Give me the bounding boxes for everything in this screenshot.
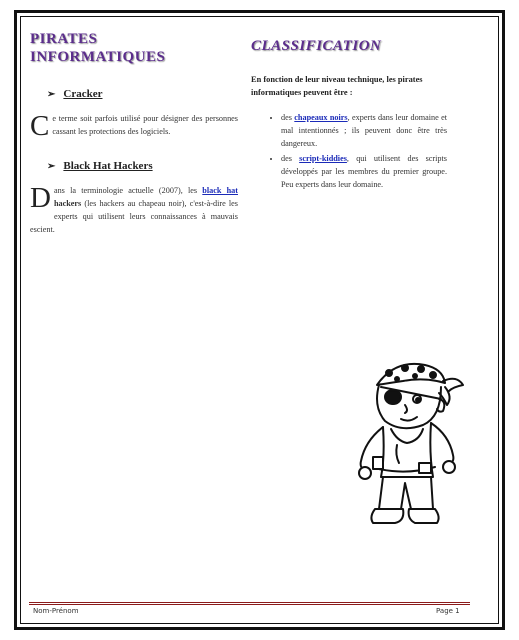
arrow-bullet-icon: ➢ [47, 88, 56, 100]
arrow-bullet-icon: ➢ [47, 160, 56, 172]
list-item-text: , qui utilisent des scripts développés par les membres du premier groupe. Peu experts dans leur domaine. [281, 154, 447, 189]
list-item [281, 111, 447, 150]
footer-page-number: Page 1 [436, 607, 460, 615]
footer-rule-bottom [29, 604, 470, 605]
footer-rule-top [29, 602, 470, 603]
paragraph-text: (les hackers au chapeau noir), c'est-à-dire les experts qui utilisent leurs connaissances à mauvais escient. [30, 199, 238, 234]
list-item-text: des [281, 113, 295, 122]
black-hat-link[interactable]: black hat [202, 186, 238, 195]
paragraph-text: e terme soit parfois utilisé pour désigner des personnes cassant les protections des logiciels. [52, 114, 238, 136]
intro-text: En fonction de leur niveau technique, les pirates informatiques peuvent être : [251, 75, 423, 97]
paragraph-text: ans la terminologie actuelle (2007), les [53, 186, 203, 195]
footer-author: Nom-Prénom [33, 607, 79, 615]
bold-text: hackers [53, 199, 82, 208]
left-column [30, 30, 238, 236]
section-heading-text: Cracker [63, 88, 103, 100]
paragraph-black-hat [30, 184, 238, 236]
list-item [281, 152, 447, 191]
title-line-2: INFORMATIQUES [30, 49, 166, 65]
right-column [251, 38, 447, 193]
title-line-1: PIRATES [30, 31, 98, 47]
list-item-text: , experts dans leur domaine et mal intentionnés ; ils peuvent donc être très dangereux. [281, 113, 448, 148]
drop-cap: D [30, 182, 51, 214]
section-heading-black-hat [47, 160, 238, 172]
script-kiddies-link[interactable]: script-kiddies [299, 154, 347, 163]
chapeaux-noirs-link[interactable]: chapeaux noirs [294, 113, 348, 122]
section-heading-text: Black Hat Hackers [63, 160, 153, 172]
pirate-illustration [345, 357, 465, 532]
classification-list [251, 111, 447, 191]
section-title-classification: CLASSIFICATION [251, 38, 382, 54]
drop-cap: C [30, 110, 50, 142]
paragraph-cracker [30, 110, 238, 142]
section-heading-cracker [47, 88, 238, 100]
page-title [30, 30, 238, 66]
list-item-text: des [281, 154, 300, 163]
